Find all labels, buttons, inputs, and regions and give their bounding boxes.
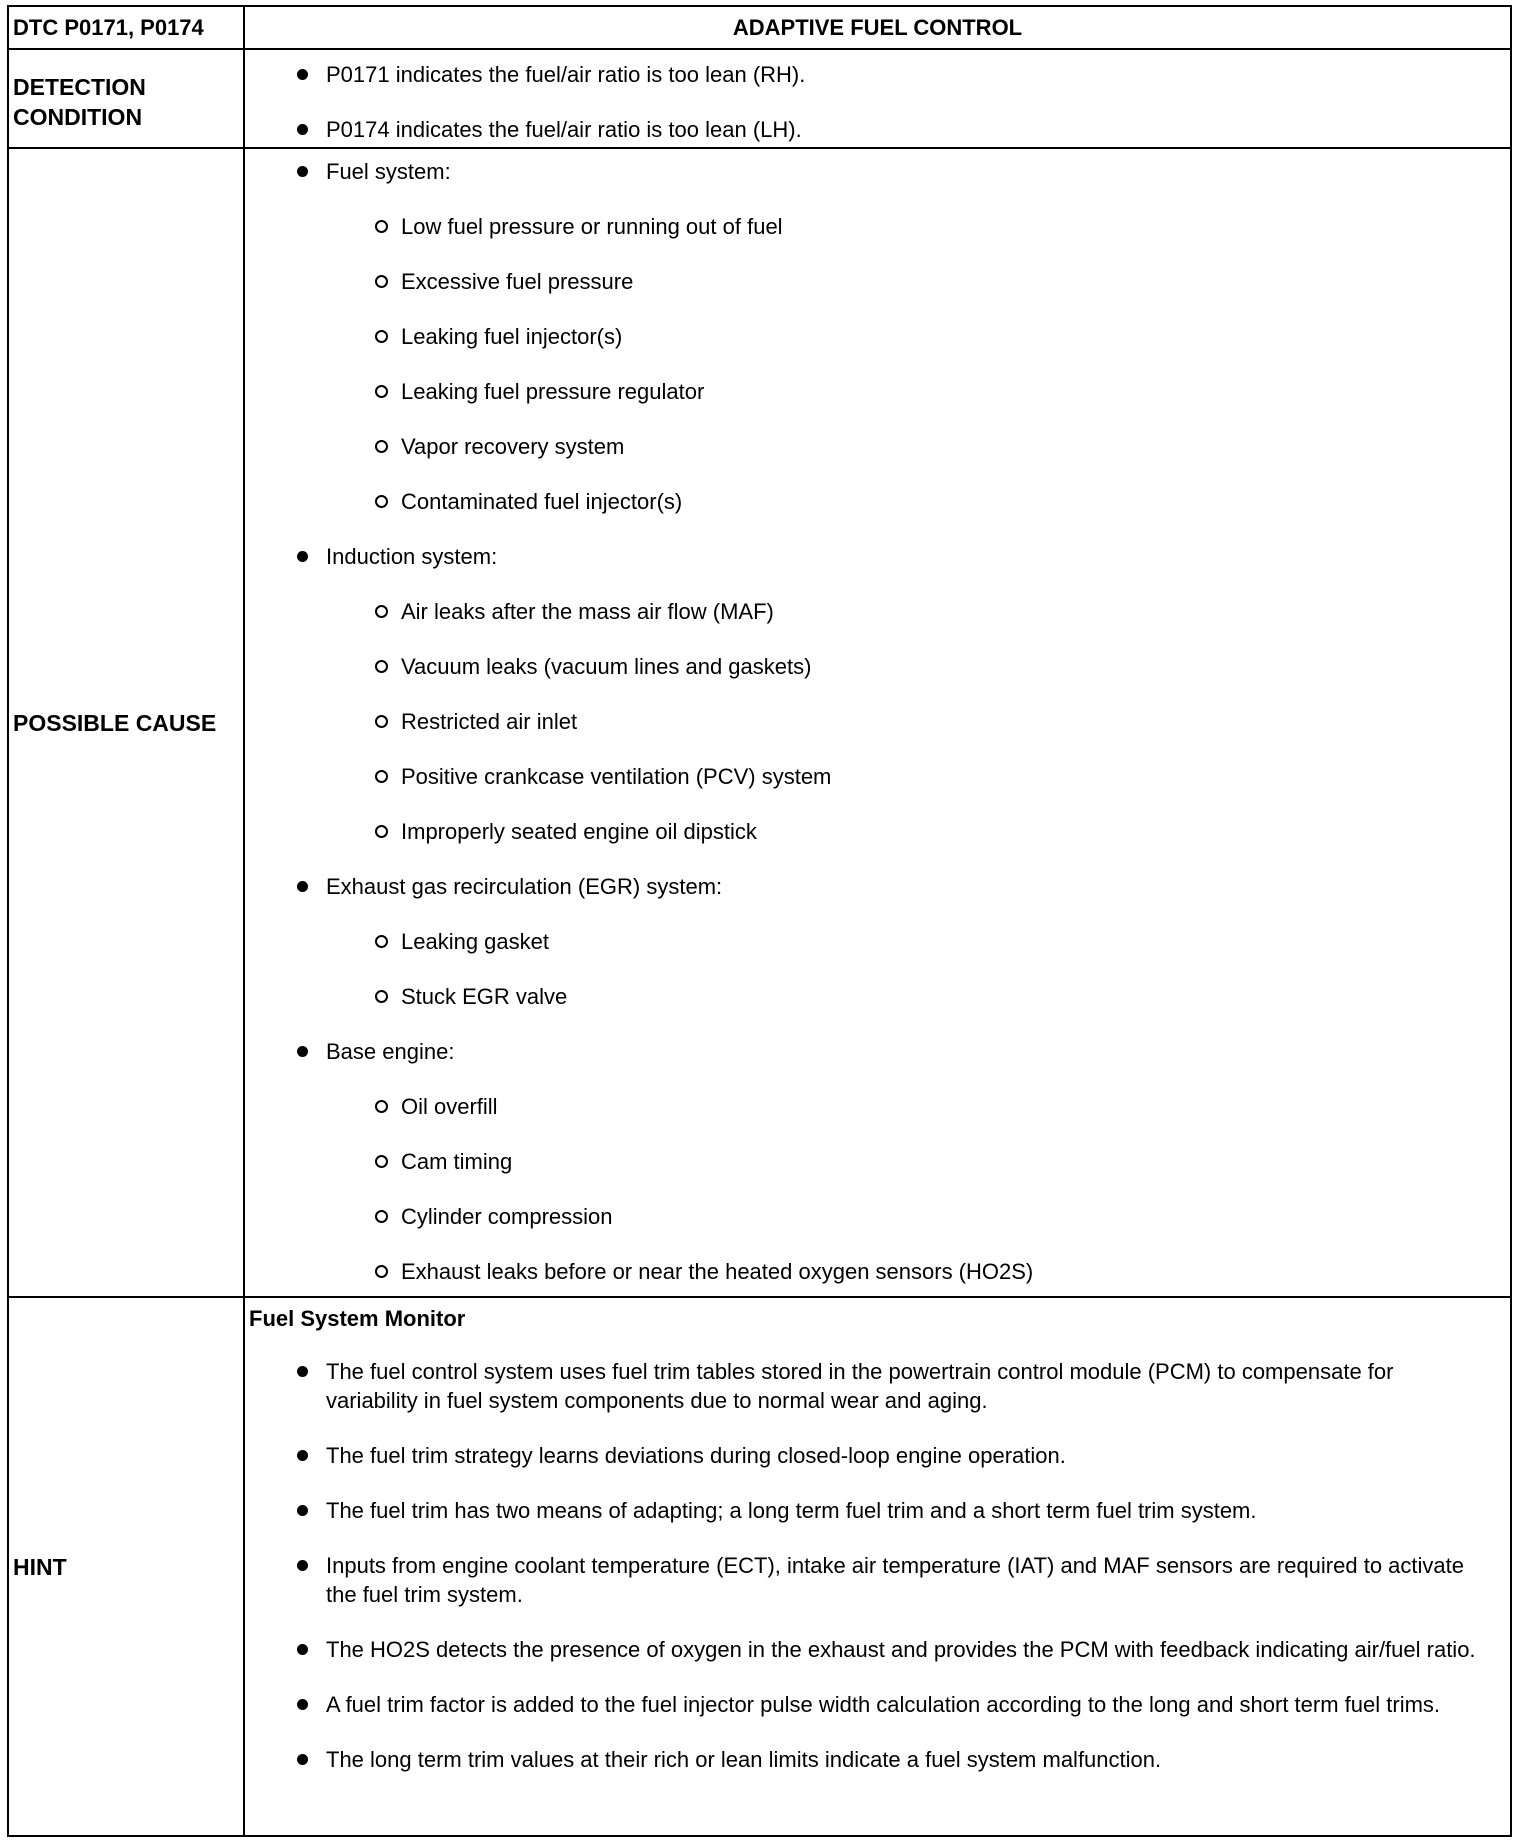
hint-item: The long term trim values at their rich or lean limits indicate a fuel system malfunction. xyxy=(245,1745,1510,1774)
cause-item: Leaking fuel pressure regulator xyxy=(245,377,1510,406)
hint-item: Inputs from engine coolant temperature (ECT), intake air temperature (IAT) and MAF sensors are required to activate the fuel trim system. xyxy=(245,1551,1510,1609)
hint-list xyxy=(245,1357,1510,1774)
detection-label-line1: DETECTION xyxy=(13,74,146,100)
cause-item: Contaminated fuel injector(s) xyxy=(245,487,1510,516)
cause-item: Vapor recovery system xyxy=(245,432,1510,461)
hint-label: HINT xyxy=(8,1297,244,1836)
cause-item: Exhaust leaks before or near the heated oxygen sensors (HO2S) xyxy=(245,1257,1510,1286)
cause-item: Vacuum leaks (vacuum lines and gaskets) xyxy=(245,652,1510,681)
possible-cause-content xyxy=(244,148,1511,1297)
cause-group-title: Induction system: xyxy=(245,542,1510,571)
cause-item: Oil overfill xyxy=(245,1092,1510,1121)
detection-condition-label xyxy=(8,49,244,148)
detection-label-line2: CONDITION xyxy=(13,104,143,130)
cause-item: Low fuel pressure or running out of fuel xyxy=(245,212,1510,241)
hint-item: The fuel trim strategy learns deviations during closed-loop engine operation. xyxy=(245,1441,1510,1470)
cause-item: Restricted air inlet xyxy=(245,707,1510,736)
cause-item: Air leaks after the mass air flow (MAF) xyxy=(245,597,1510,626)
cause-group-title: Fuel system: xyxy=(245,157,1510,186)
detection-list xyxy=(245,60,1510,144)
hint-item: The HO2S detects the presence of oxygen in the exhaust and provides the PCM with feedback indicating air/fuel ratio. xyxy=(245,1635,1510,1664)
possible-cause-row xyxy=(8,148,1511,1297)
hint-item: The fuel control system uses fuel trim tables stored in the powertrain control module (PCM) to compensate for variability in fuel system components due to normal wear and aging. xyxy=(245,1357,1510,1415)
dtc-codes-header: DTC P0171, P0174 xyxy=(8,6,244,49)
cause-item: Stuck EGR valve xyxy=(245,982,1510,1011)
dtc-table xyxy=(7,5,1512,1837)
detection-condition-content xyxy=(244,49,1511,148)
cause-item: Leaking fuel injector(s) xyxy=(245,322,1510,351)
cause-item: Positive crankcase ventilation (PCV) system xyxy=(245,762,1510,791)
dtc-document xyxy=(7,5,1512,1837)
hint-item: A fuel trim factor is added to the fuel injector pulse width calculation according to the long and short term fuel trims. xyxy=(245,1690,1510,1719)
detection-item: P0174 indicates the fuel/air ratio is too lean (LH). xyxy=(245,115,1510,144)
hint-row xyxy=(8,1297,1511,1836)
cause-subgroup xyxy=(245,927,1510,1011)
hint-content xyxy=(244,1297,1511,1836)
detection-item: P0171 indicates the fuel/air ratio is too lean (RH). xyxy=(245,60,1510,89)
possible-cause-label: POSSIBLE CAUSE xyxy=(8,148,244,1297)
cause-subgroup xyxy=(245,212,1510,516)
cause-subgroup xyxy=(245,1092,1510,1286)
detection-row xyxy=(8,49,1511,148)
cause-item: Cylinder compression xyxy=(245,1202,1510,1231)
cause-group-title: Base engine: xyxy=(245,1037,1510,1066)
cause-subgroup xyxy=(245,597,1510,846)
cause-item: Leaking gasket xyxy=(245,927,1510,956)
hint-title: Fuel System Monitor xyxy=(249,1306,466,1331)
cause-group-title: Exhaust gas recirculation (EGR) system: xyxy=(245,872,1510,901)
header-row xyxy=(8,6,1511,49)
cause-item: Excessive fuel pressure xyxy=(245,267,1510,296)
document-title: ADAPTIVE FUEL CONTROL xyxy=(244,6,1511,49)
cause-sublist xyxy=(245,927,1510,1011)
cause-sublist xyxy=(245,1092,1510,1286)
hint-item: The fuel trim has two means of adapting; a long term fuel trim and a short term fuel trim system. xyxy=(245,1496,1510,1525)
cause-item: Cam timing xyxy=(245,1147,1510,1176)
cause-item: Improperly seated engine oil dipstick xyxy=(245,817,1510,846)
possible-cause-list xyxy=(245,157,1510,1286)
cause-sublist xyxy=(245,212,1510,516)
cause-sublist xyxy=(245,597,1510,846)
